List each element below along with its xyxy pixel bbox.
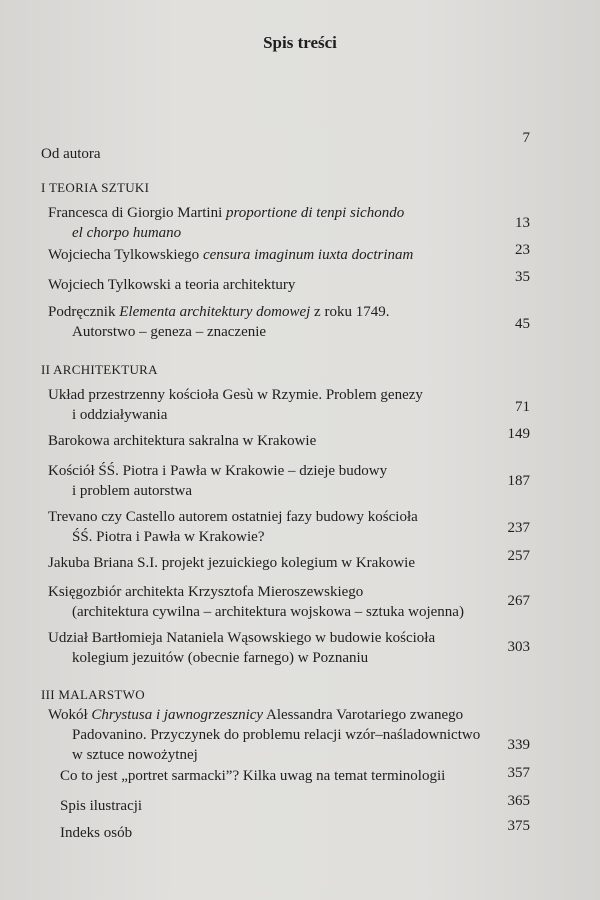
toc-page-number: 303	[507, 639, 530, 655]
toc-page-number: 23	[515, 242, 530, 258]
toc-page-number: 7	[522, 130, 530, 146]
toc-entry-continuation: w sztuce nowożytnej	[72, 747, 198, 763]
toc-entry-intro: Od autora	[41, 146, 101, 162]
toc-entry: Trevano czy Castello autorem ostatniej fazy budowy kościoła	[48, 509, 418, 525]
section-heading: I TEORIA SZTUKI	[41, 180, 150, 195]
section-heading: II ARCHITEKTURA	[41, 362, 158, 377]
toc-page-number: 339	[507, 737, 530, 753]
toc-entry-continuation: ŚŚ. Piotra i Pawła w Krakowie?	[72, 529, 265, 545]
toc-entry-continuation: i problem autorstwa	[72, 483, 192, 499]
toc-page-number: 45	[515, 316, 530, 332]
toc-page-number: 267	[507, 593, 530, 609]
page-title: Spis treści	[263, 33, 337, 52]
toc-entry: Jakuba Briana S.I. projekt jezuickiego kolegium w Krakowie	[48, 555, 415, 571]
toc-page-number: 187	[507, 473, 530, 489]
toc-page-number: 71	[515, 399, 530, 415]
toc-entry-continuation: el chorpo humano	[72, 225, 182, 241]
toc-page-number: 13	[515, 215, 530, 231]
toc-entry: Wojciech Tylkowski a teoria architektury	[48, 277, 296, 293]
toc-entry: Kościół ŚŚ. Piotra i Pawła w Krakowie – dzieje budowy	[48, 463, 388, 479]
toc-entry: Co to jest „portret sarmacki”? Kilka uwag na temat terminologii	[60, 768, 446, 784]
toc-page-number: 375	[507, 818, 530, 834]
toc-page-number: 35	[515, 269, 530, 285]
toc-entry-continuation: Padovanino. Przyczynek do problemu relacji wzór–naśladownictwo	[72, 727, 481, 743]
toc-entry-continuation: (architektura cywilna – architektura wojskowa – sztuka wojenna)	[72, 604, 464, 620]
toc-entry: Układ przestrzenny kościoła Gesù w Rzymie. Problem genezy	[48, 387, 423, 403]
toc-entry: Spis ilustracji	[60, 798, 143, 814]
toc-entry-continuation: kolegium jezuitów (obecnie farnego) w Poznaniu	[72, 650, 369, 666]
toc-page-number: 365	[507, 793, 530, 809]
toc-entry: Barokowa architektura sakralna w Krakowie	[48, 433, 317, 449]
toc-entry: Francesca di Giorgio Martini proportione di tenpi sichondo	[48, 205, 405, 221]
toc-entry: Wojciecha Tylkowskiego censura imaginum iuxta doctrinam	[48, 247, 414, 263]
toc-page-number: 257	[507, 548, 530, 564]
toc-entry: Podręcznik Elementa architektury domowej z roku 1749.	[48, 304, 390, 320]
toc-page-number: 357	[507, 765, 530, 781]
toc-entry: Udział Bartłomieja Nataniela Wąsowskiego w budowie kościoła	[48, 630, 436, 646]
toc-entry-continuation: i oddziaływania	[72, 407, 168, 423]
toc-entry: Wokół Chrystusa i jawnogrzesznicy Alessandra Varotariego zwanego	[48, 707, 464, 723]
toc-entry-continuation: Autorstwo – geneza – znaczenie	[72, 324, 267, 340]
toc-entry: Księgozbiór architekta Krzysztofa Mieroszewskiego	[48, 584, 364, 600]
toc-page-number: 149	[507, 426, 530, 442]
toc-entry: Indeks osób	[60, 825, 133, 841]
section-heading: III MALARSTWO	[41, 687, 145, 702]
toc-page-number: 237	[507, 520, 530, 536]
